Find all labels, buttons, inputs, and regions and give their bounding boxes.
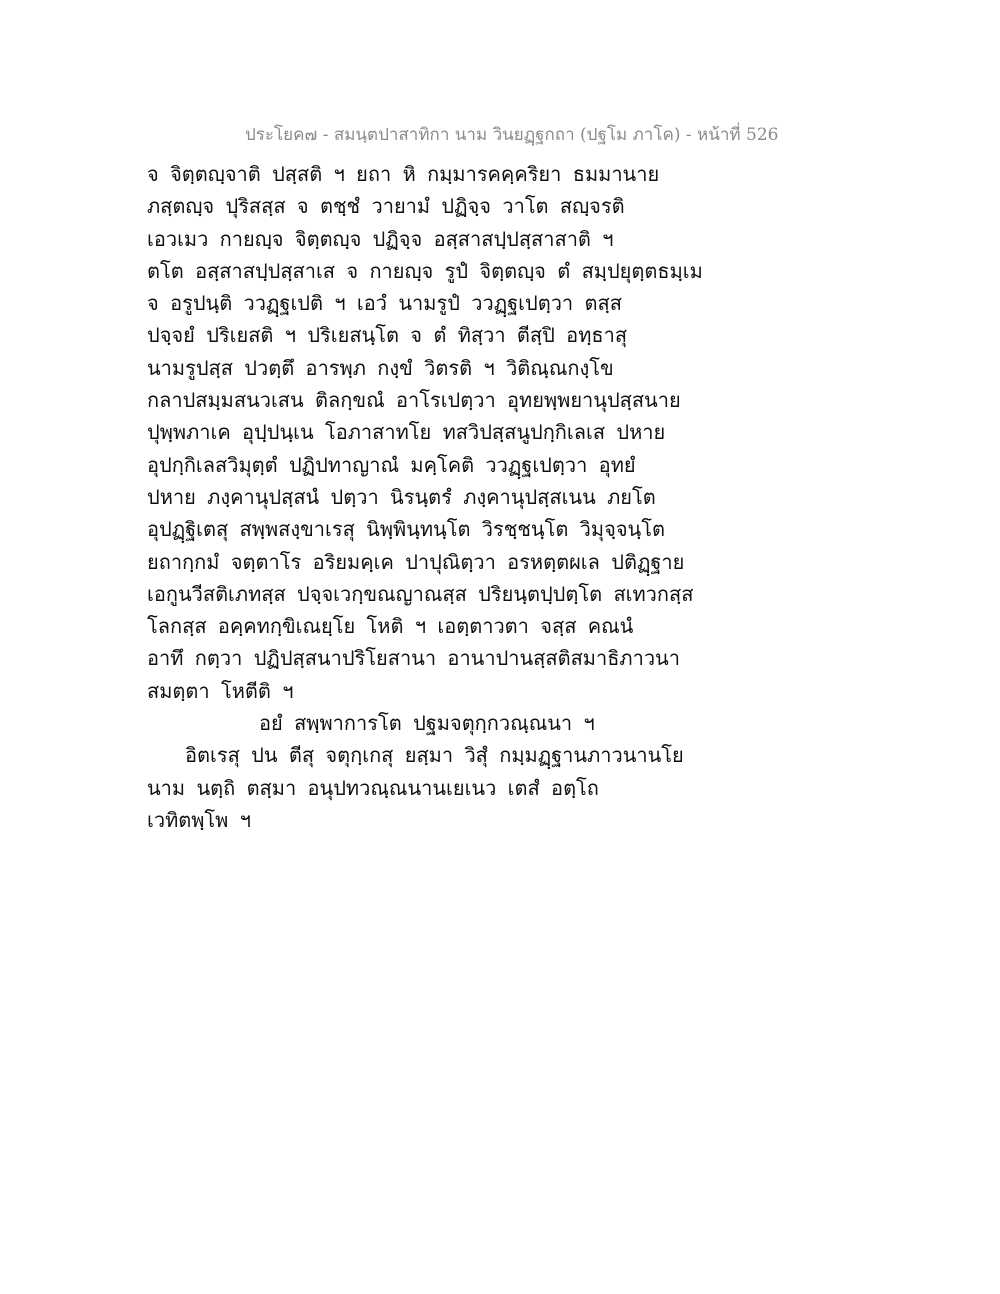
text-line: นามรูปสฺส ปวตฺตึ อารพฺภ กงฺขํ วิตรติ ฯ วิติณฺณกงฺโข	[147, 355, 614, 380]
text-line: จ อรูปนฺติ ววฏฺฐเปติ ฯ เอวํ นามรูปํ ววฏฺฐเปตฺวา ตสฺส	[147, 291, 622, 316]
text-line: ปจฺจยํ ปริเยสติ ฯ ปริเยสนฺโต จ ตํ ทิสฺวา ตีสฺปิ อทฺธาสุ	[147, 323, 628, 348]
running-header: ประโยค๗ - สมนฺตปาสาทิกา นาม วินยฏฺฐกถา (ปฐโม ภาโค) - หน้าที่ 526	[245, 125, 779, 145]
text-line: โลกสฺส อคฺคทกฺขิเณยฺโย โหติ ฯ เอตฺตาวตา จสฺส คณนํ	[147, 614, 634, 639]
text-line: สมตฺตา โหตีติ ฯ	[147, 678, 294, 703]
text-line: อุปกฺกิเลสวิมุตฺตํ ปฏิปทาญาณํ มคฺโคติ ววฏฺฐเปตฺวา อุทยํ	[147, 452, 636, 477]
body-text	[147, 158, 727, 836]
text-line: จ จิตฺตญฺจาติ ปสฺสติ ฯ ยถา หิ กมฺมารคคฺคริยา ธมมานาย	[147, 162, 660, 186]
text-line: ยถากฺกมํ จตฺตาโร อริยมคฺเค ปาปุณิตฺวา อรหตฺตผเล ปติฏฺฐาย	[147, 549, 685, 574]
paragraph-2	[147, 739, 727, 836]
text-line: นาม นตฺถิ ตสฺมา อนุปทวณฺณนานเยเนว เตสํ อตฺโถ	[147, 775, 599, 800]
text-line: ตโต อสฺสาสปฺปสฺสาเส จ กายญฺจ รูปํ จิตฺตญฺจ ตํ สมฺปยุตฺตธมฺเม	[147, 258, 703, 283]
section-caption: อยํ สพฺพาการโต ปฐมจตุกฺกวณฺณนา ฯ	[259, 711, 595, 736]
text-line: อุปฏฺฐิเตสุ สพฺพสงฺขาเรสุ นิพฺพินฺทนฺโต วิรชฺชนฺโต วิมุจฺจนฺโต	[147, 517, 665, 542]
text-line: เวทิตพฺโพ ฯ	[147, 807, 251, 832]
paragraph-1	[147, 158, 727, 707]
text-line: เอกูนวีสติเภทสฺส ปจฺจเวกฺขณญาณสฺส ปริยนฺตปฺปตฺโต สเทวกสฺส	[147, 581, 694, 606]
text-line: ภสฺตญฺจ ปุริสสฺส จ ตชฺชํ วายามํ ปฏิจฺจ วาโต สญฺจรติ	[147, 194, 625, 219]
text-line: ปหาย ภงฺคานุปสฺสนํ ปตฺวา นิรนฺตรํ ภงฺคานุปสฺสเนน ภยโต	[147, 484, 656, 509]
text-line: เอวเมว กายญฺจ จิตฺตญฺจ ปฏิจฺจ อสฺสาสปฺปสฺสาสาติ ฯ	[147, 226, 614, 251]
text-line: กลาปสมฺมสนวเสน ติลกฺขณํ อาโรเปตฺวา อุทยพฺพยานุปสฺสนาย	[147, 388, 681, 413]
text-line: ปุพฺพภาเค อุปฺปนฺเน โอภาสาทโย ทสวิปสฺสนูปกฺกิเลเส ปหาย	[147, 420, 666, 445]
text-line: อาทึ กตฺวา ปฏิปสฺสนาปริโยสานา อานาปานสฺสติสมาธิภาวนา	[147, 646, 680, 671]
text-line: อิตเรสุ ปน ตีสุ จตุกฺเกสุ ยสฺมา วิสุํ กมฺมฏฺฐานภาวนานโย	[185, 743, 684, 768]
